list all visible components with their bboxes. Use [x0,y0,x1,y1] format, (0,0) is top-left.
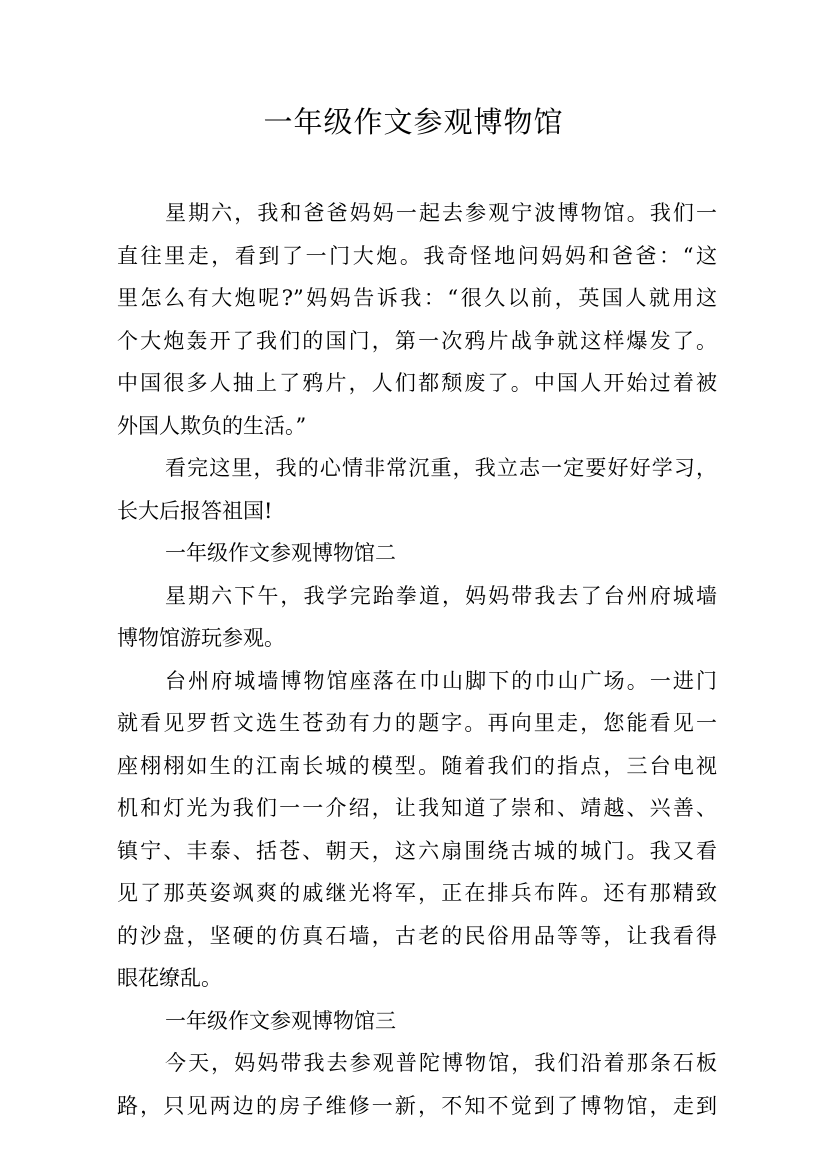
paragraph-line: 星期六下午，我学完跆拳道，妈妈带我去了台州府城墙 [165,583,717,608]
paragraph-line: 星期六，我和爸爸妈妈一起去参观宁波博物馆。我们一 [165,201,717,225]
paragraph-line: 中国很多人抽上了鸦片，人们都颓废了。中国人开始过着被 [117,371,717,395]
paragraph-line: 长大后报答祖国! [117,498,273,523]
paragraph-line: 外国人欺负的生活。” [117,413,307,438]
paragraph-line: 见了那英姿飒爽的戚继光将军，正在排兵布阵。还有那精致 [117,881,717,905]
section-heading: 一年级作文参观博物馆三 [165,1008,396,1033]
section-heading: 一年级作文参观博物馆二 [165,541,396,565]
paragraph-line: 眼花缭乱。 [117,966,222,990]
paragraph-line: 座栩栩如生的江南长城的模型。随着我们的指点，三台电视 [117,753,717,778]
paragraph-line: 里怎么有大炮呢?”妈妈告诉我：“很久以前，英国人就用这 [117,286,717,310]
paragraph-line: 的沙盘，坚硬的仿真石墙，古老的民俗用品等等，让我看得 [117,923,717,948]
paragraph-line: 镇宁、丰泰、括苍、朝天，这六扇围绕古城的城门。我又看 [117,838,717,863]
document-body [117,192,717,1127]
paragraph-line: 路，只见两边的房子维修一新，不知不觉到了博物馆，走到 [117,1093,717,1118]
paragraph-line: 看完这里，我的心情非常沉重，我立志一定要好好学习， [165,456,717,480]
paragraph-line: 博物馆游玩参观。 [117,626,285,650]
paragraph-line: 个大炮轰开了我们的国门，第一次鸦片战争就这样爆发了。 [117,328,717,353]
document-title: 一年级作文参观博物馆 [263,105,564,139]
paragraph-line: 今天，妈妈带我去参观普陀博物馆，我们沿着那条石板 [165,1051,717,1075]
paragraph-line: 直往里走，看到了一门大炮。我奇怪地问妈妈和爸爸：“这 [117,243,717,268]
paragraph-line: 机和灯光为我们一一介绍，让我知道了崇和、靖越、兴善、 [117,796,717,820]
paragraph-line: 台州府城墙博物馆座落在巾山脚下的巾山广场。一进门 [165,668,717,693]
paragraph-line: 就看见罗哲文选生苍劲有力的题字。再向里走，您能看见一 [117,711,717,735]
